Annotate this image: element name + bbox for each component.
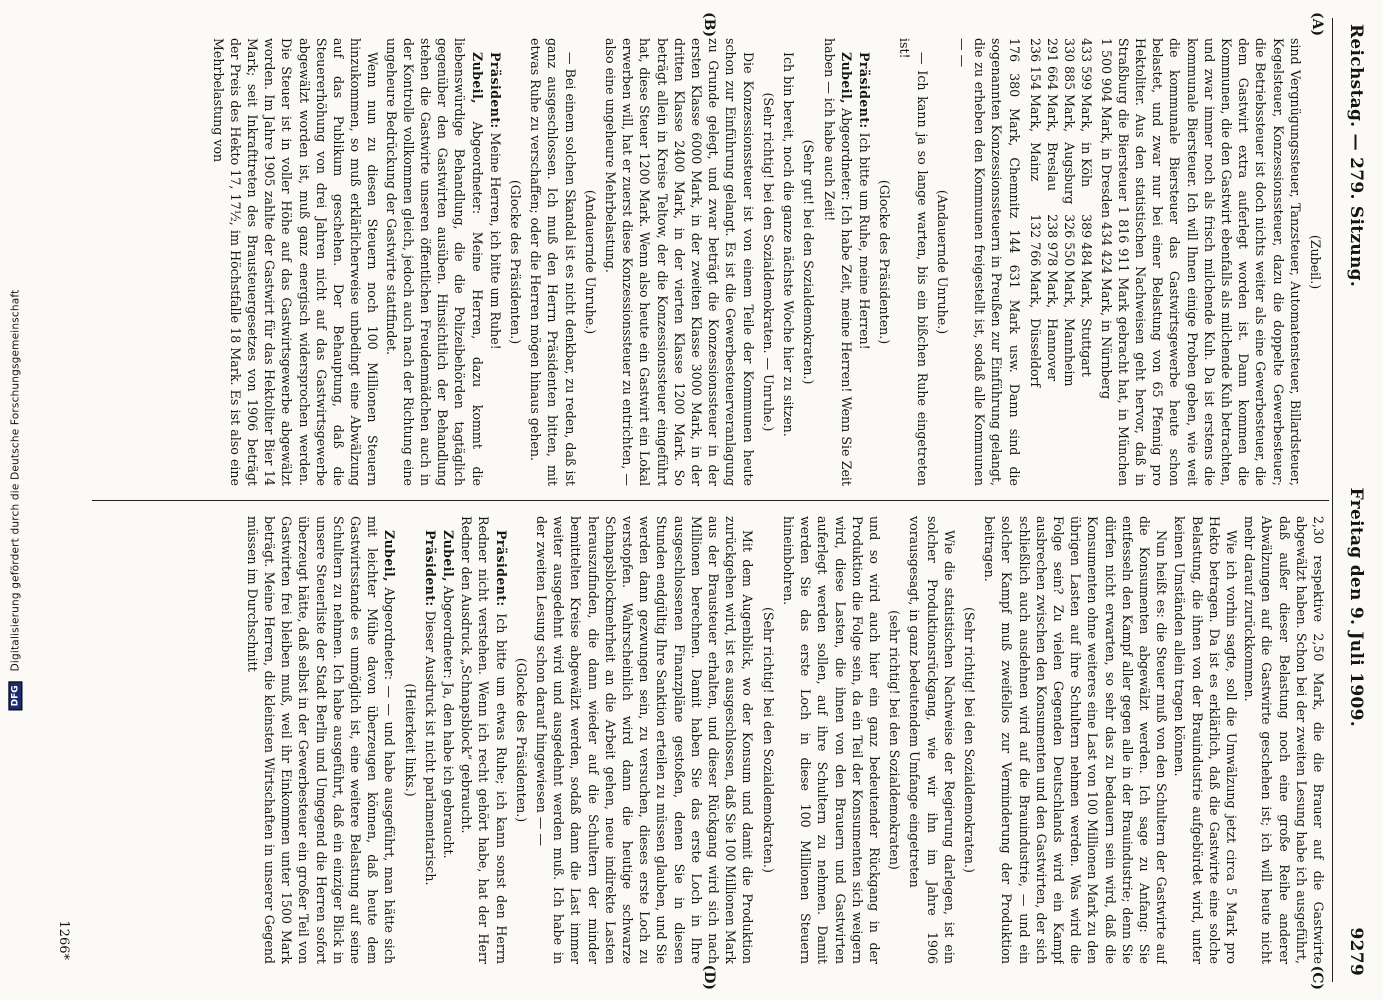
speech-president bbox=[422, 516, 439, 964]
stage-direction: (Andauernde Unruhe.) bbox=[934, 189, 950, 335]
digitization-credit-band bbox=[0, 0, 30, 1000]
page-number: 9279 bbox=[1346, 927, 1366, 976]
speech-text: Abgeordneter: Meine Herren, dazu kommt die liebenswürdige Behandlung, die die Polizeibehörden tagtäglich gegenüber den Gastwirten ausüben. Hinsichtlich der Behandlung stehen die Gastwirte unseren öffentlichen Freudenmädchen auch in der Kontrolle vollkommen gleich, jedoch auch nach der Richtung eine ungeheure Bedrückung der Gastwirte stattfindet. bbox=[383, 38, 485, 486]
column-rule bbox=[92, 500, 1329, 501]
page-header bbox=[1341, 24, 1371, 976]
paragraph: und so wird auch hier ein ganz bedeutender Rückgang in der Produktion die Folge sein, da ein Teil der Konsumenten sich weigern wird, diese Lasten, die ihnen von den Brauern und Gastwirten auferlegt werden sollen, auf ihre Schultern zu nehmen. Damit werden Sie das erste Loch in diese 100 Millionen Steuern hineinbohren. bbox=[780, 516, 882, 964]
dfg-logo: DFG bbox=[8, 681, 22, 710]
speech-text: Ich bitte um Ruhe, meine Herren! bbox=[856, 128, 872, 350]
paragraph: 2,30 respektive 2,50 Mark, die die Brauer auf die Gastwirte abgewälzt haben. Schon bei der zweiten Lesung habe ich ausgeführt, daß außer dieser Belastung noch eine große Reihe anderer Abwälzungen auf die Gastwirte geschehen ist; ich will heute nicht mehr darauf zurückkommen. bbox=[1242, 516, 1326, 964]
table-cell: 132 766 Mark, bbox=[1027, 214, 1043, 309]
table-cell: Mainz bbox=[1027, 142, 1043, 182]
stage-direction: (Heiterkeit links.) bbox=[402, 683, 418, 797]
paragraph: Wenn nun zu diesen Steuern noch 100 Millionen Steuern hinzukommen, so muß erklärlicherweise unbedingt eine Abwälzung auf das Publikum geschehen. Der Behauptung, daß die Steuererhöhung von drei Jahren nicht auf das Gastwirtsgewerbe abgewälzt worden ist, muß ganz energisch widersprochen werden. Die Steuer ist in voller Höhe auf das Gastwirtsgewerbe abgewälzt worden. Im Jahre 1905 zahlte der Gastwirt für das Hektoliter Bier 14 Mark; seit Inkrafttreten des Brausteuergesetzes von 1906 beträgt der Preis des Hekto 17, 17½, im Höchstfalle 18 Mark. Es ist also eine Mehrbelastung von bbox=[210, 38, 381, 486]
table-cell: 433 599 Mark, bbox=[1079, 38, 1095, 133]
speech-zubeil bbox=[244, 516, 399, 964]
speaker-name: Präsident: bbox=[487, 52, 503, 129]
stage-direction: (Sehr richtig! bei den Sozialdemokraten.) bbox=[760, 607, 776, 873]
table-row bbox=[1078, 38, 1095, 397]
digitization-credit: Digitalisierung gefördert durch die Deutsche Forschungsgemeinschaft bbox=[9, 289, 21, 672]
stage-direction: (Glocke des Präsidenten.) bbox=[513, 657, 529, 823]
table-cell: 330 885 Mark, bbox=[1062, 38, 1078, 133]
table-row bbox=[1061, 38, 1078, 397]
speech-text: Abgeordneter: Ich habe Zeit, meine Herren! Wenn Sie Zeit haben — ich habe auch Zeit! bbox=[821, 38, 854, 486]
paragraph: Die Konzessionssteuer ist von einem Teile der Kommunen heute schon zur Einführung gelangt. Es ist die Gewerbesteuerveranlagung zu Grunde gelegt, und zwar beträgt die Konzessionssteuer in der ersten Klasse 6000 Mark, in der zweiten Klasse 3000 Mark, in der dritten Klasse 2400 Mark, in der vierten Klasse 1200 Mark. So beträgt allein in Kreise Teltow, der die Konzessionssteuer eingeführt hat, diese Steuer 1200 Mark. Wenn also heute ein Gastwirt ein Lokal erwerben will, hat er zuerst diese Konzessionssteuer zu entrichten, — also eine ungeheure Mehrbelastung. bbox=[603, 38, 756, 486]
scanned-page bbox=[32, 6, 1377, 994]
left-column bbox=[102, 38, 1327, 486]
table-cell: 389 484 Mark, bbox=[1079, 214, 1095, 309]
stage-direction: (Sehr richtig! bei den Sozialdemokraten. — Unruhe.) bbox=[760, 92, 776, 432]
speaker-name: Zubeil, bbox=[382, 530, 398, 582]
table-cell: Breslau bbox=[1044, 142, 1060, 191]
table-row bbox=[1027, 38, 1044, 397]
margin-mark-d: (D) bbox=[701, 964, 717, 990]
table-cell: Stuttgart bbox=[1079, 318, 1095, 377]
table-cell: Augsburg bbox=[1062, 142, 1078, 205]
speech-president bbox=[487, 38, 504, 486]
header-date: Freitag den 9. Juli 1909. bbox=[1346, 487, 1366, 727]
speech-text: Abgeordneter: — — und habe ausgeführt, man hätte sich mit leichter Mühe davon überzeugen können, daß heute dem Gastwirtsstande es unmöglich ist, eine weitere Belastung auf seine Schultern zu nehmen. Ich habe ausgeführt, daß ein einziger Blick in unsere Steuerliste der Stadt Berlin und Umgegend die Herren sofort überzeugt hätte, daß selbst in der Gewerbesteuer ein großer Teil von Gastwirten frei bleiben muß, weil ihr Einkommen unter 1500 Mark beträgt. Meine Herren, die kleinsten Wirtschaften in unserer Gegend müssen im Durchschnitt bbox=[244, 516, 398, 964]
speech-text: Abgeordneter: Ja, den habe ich gebraucht. bbox=[441, 581, 457, 859]
table-cell: 326 550 Mark, bbox=[1062, 214, 1078, 309]
table-cell: 238 978 Mark, bbox=[1044, 214, 1060, 309]
margin-mark-b: (B) bbox=[701, 12, 717, 38]
speaker-name: Präsident: bbox=[856, 52, 872, 129]
paragraph: — Bei einem solchen Skandal ist es nicht denkbar, zu reden, daß ist ganz ausgeschlossen. Ich muß den Herrn Präsidenten bitten, mit etwas Ruhe zu verschaffen; oder die Herren mögen hinaus gehen. bbox=[528, 38, 578, 486]
paragraph: Mit dem Augenblick, wo der Konsum und damit die Produktion zurückgehen wird, ist es ausgeschlossen, daß Sie 100 Millionen Mark aus der Brausteuer erhalten, und dieser Rückgang wird sich nach Millionen berechnen. Damit haben Sie das erste Loch in Ihre ausgeschlossenen Finanzpläne gestoßen, denen Sie in diesen Stunden endgültig Ihre Sanktion erteilen zu müssen glauben, und Sie werden dann gezwungen sein, zu versuchen, dieses erste Loch zu verstopfen. Wahrscheinlich wird dann die heutige schwarze Schnapsblockmehrheit an die Arbeit gehen, neue indirekte Lasten herauszufinden, die dann wieder auf die Schultern der minder bemittelten Kreise abgewälzt werden, sodaß dann die Last immer weiter ausgedehnt wird und ausgedehnt werden muß. Ich habe in der zweiten Lesung schon darauf hingewiesen — — bbox=[534, 516, 756, 964]
speaker-continuation: (Zubeil.) bbox=[1308, 234, 1323, 290]
table-cell: Mannheim bbox=[1062, 318, 1078, 387]
speaker-name: Zubeil, bbox=[838, 52, 854, 104]
stage-direction: (Sehr richtig! bei den Sozialdemokraten.) bbox=[961, 607, 977, 873]
speech-president bbox=[458, 516, 510, 964]
table-cell: 291 664 Mark, bbox=[1044, 38, 1060, 133]
speech-zubeil bbox=[382, 38, 485, 486]
sheet-signature: 1266* bbox=[56, 920, 71, 960]
table-cell: 236 154 Mark, bbox=[1027, 38, 1043, 133]
header-rule bbox=[1332, 18, 1333, 982]
table-cell: Düsseldorf bbox=[1027, 318, 1043, 388]
paragraph: sind Vergnügungssteuer, Tanzsteuer, Automatensteuer, Billardsteuer, Kegelsteuer, Konzessionssteuer, dazu die doppelte Gewerbesteuer; die Betriebssteuer ist doch nichts weiter als eine Gewerbesteuer, die dem Gastwirt extra auferlegt worden ist. Dann kommen die Kommunen, die den Gastwirt ebenfalls als milchende Kuh betrachten, und zwar immer noch als frisch milchende Kuh. Da ist erstens die kommunale Biersteuer. Ich will Ihnen einige Proben geben, wie weit die kommunale Biersteuer das Gastwirtsgewerbe heute schon belastet, und zwar nur bei einer Belastung von 65 Pfennig pro Hektoliter. Aus den statistischen Nachweisen geht hervor, daß in Straßburg die Biersteuer 1 816 911 Mark gebracht hat, in München 1 500 904 Mark, in Dresden 434 424 Mark, in Nürnberg bbox=[1098, 38, 1303, 486]
table-row bbox=[1044, 38, 1061, 397]
speaker-name: Präsident: bbox=[422, 530, 438, 607]
stage-direction: (Glocke des Präsidenten.) bbox=[508, 179, 524, 345]
stage-direction: (sehr richtig! bei den Sozialdemokraten) bbox=[887, 610, 903, 870]
margin-mark-a: (A) bbox=[1309, 12, 1325, 37]
paragraph: Ich bin bereit, noch die ganze nächste Woche hier zu sitzen. bbox=[781, 52, 797, 437]
page-content bbox=[32, 6, 1377, 994]
beer-tax-table bbox=[1027, 38, 1096, 397]
speech-president bbox=[856, 38, 873, 486]
table-cell: in Köln bbox=[1079, 142, 1095, 188]
stage-direction: (Sehr gut! bei den Sozialdemokraten.) bbox=[801, 139, 817, 385]
margin-mark-c: (C) bbox=[1309, 965, 1325, 990]
speaker-name: Zubeil, bbox=[441, 530, 457, 582]
speech-text: Meine Herren, ich bitte um Ruhe! bbox=[487, 128, 503, 350]
speech-zubeil bbox=[440, 516, 457, 964]
speech-text: Dieser Ausdruck ist nicht parlamentarisch. bbox=[422, 606, 438, 886]
paragraph: Wie die statistischen Nachweise der Regierung darlegen, ist ein solcher Produktionsrückgang, wie wir ihn im Jahre 1906 vorausgesagt, in ganz bedeutendem Umfange eingetreten bbox=[907, 516, 957, 964]
speech-text: Ich bitte um etwas Ruhe; ich kann sonst den Herrn Redner nicht verstehen. Wenn ich recht gehört habe, hat der Herr Redner den Ausdruck „Schnapsblock“ gebraucht. bbox=[459, 516, 509, 964]
speech-zubeil bbox=[820, 38, 854, 486]
stage-direction: (Andauernde Unruhe.) bbox=[582, 189, 598, 335]
table-cell: Hannover bbox=[1044, 318, 1060, 382]
paragraph: Nun heißt es: die Steuer muß von den Schultern der Gastwirte auf die Konsumenten abgewälzt werden. Ich sage zu Anfang: Sie entfesseln den Kampf aller gegen alle in der Brauindustrie; denn Sie dürfen nicht erwarten, so sehr das zu bedauern sein wird, daß die Konsumenten ohne weiteres eine Last von 100 Millionen Mark zu den übrigen Lasten auf ihre Schultern nehmen werden. Was wird die Folge sein? Zu vielen Gegenden Deutschlands wird ein Kampf ausbrechen zwischen den Konsumenten und den Gastwirten, der sich schließlich auch ausdehnen wird auf die Brauindustrie, — und ein solcher Kampf muß zweifellos zur Verminderung der Produktion beitragen. bbox=[982, 516, 1170, 964]
speaker-name: Zubeil, bbox=[469, 52, 485, 104]
paragraph: — Ich kann ja so lange warten, bis ein bißchen Ruhe eingetreten ist! bbox=[897, 38, 930, 486]
right-column bbox=[102, 516, 1327, 964]
stage-direction: (Glocke des Präsidenten.) bbox=[877, 179, 893, 345]
header-session: Reichstag. — 279. Sitzung. bbox=[1346, 24, 1366, 288]
speaker-name: Präsident: bbox=[493, 530, 509, 607]
paragraph: 176 380 Mark, Chemnitz 144 631 Mark usw. Dann sind die sogenannten Konzessionssteuern in Preußen zur Einführung gelangt, die zu erheben den Kommunen freigestellt ist, sodaß alle Kommunen — — bbox=[954, 38, 1022, 486]
paragraph: Wie ich vorhin sagte, soll die Umwälzung jetzt circa 5 Mark pro Hekto betragen. Da ist es erklärlich, daß die Gastwirte eine solche Belastung, die ihnen von der Brauindustrie aufgebürdet wird, unter keinen Umständen allein tragen können. bbox=[1172, 516, 1239, 964]
